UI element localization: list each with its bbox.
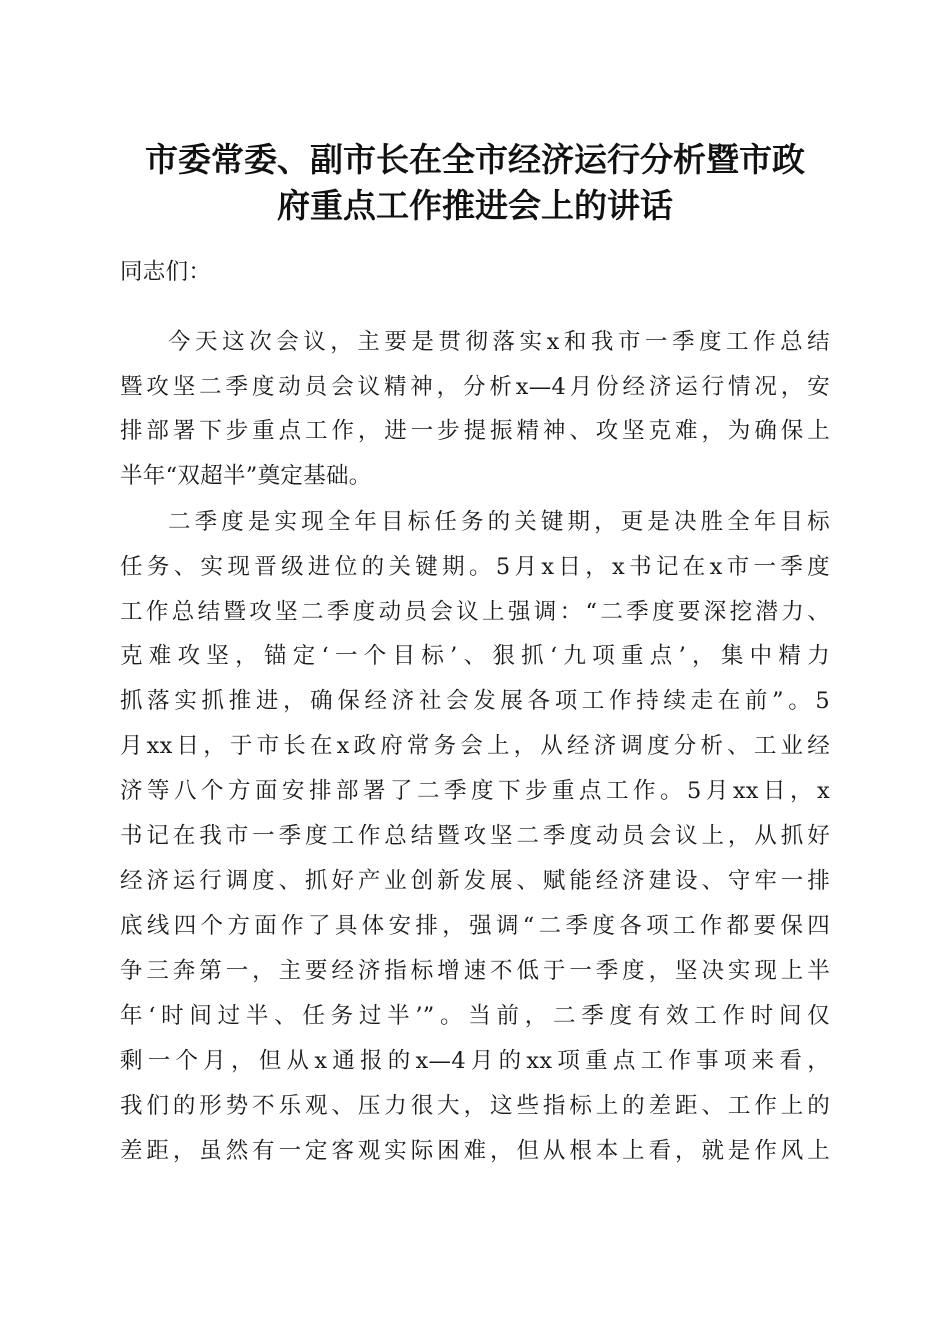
paragraph-line: 克难攻坚，锚定‘一个目标’、狠抓‘九项重点’，集中精力 — [120, 643, 830, 669]
paragraph-line: 经济运行调度、抓好产业创新发展、赋能经济建设、守牢一排 — [120, 868, 830, 894]
paragraph-line: 月xx日，于市长在x政府常务会上，从经济调度分析、工业经 — [120, 733, 830, 759]
paragraph-line: 工作总结暨攻坚二季度动员会议上强调：“二季度要深挖潜力、 — [120, 599, 830, 625]
paragraph-line: 我们的形势不乐观、压力很大，这些指标上的差距、工作上的 — [120, 1093, 830, 1119]
paragraph-line: 差距，虽然有一定客观实际困难，但从根本上看，就是作风上 — [120, 1138, 830, 1164]
paragraph-line: 书记在我市一季度工作总结暨攻坚二季度动员会议上，从抓好 — [120, 823, 830, 849]
paragraph-line: 今天这次会议，主要是贯彻落实x和我市一季度工作总结 — [168, 329, 830, 355]
paragraph-line: 任务、实现晋级进位的关键期。5月x日，x书记在x市一季度 — [120, 554, 830, 580]
paragraph-line: 剩一个月，但从x通报的x—4月的xx项重点工作事项来看， — [120, 1048, 830, 1074]
paragraph-line: 争三奔第一，主要经济指标增速不低于一季度，坚决实现上半 — [120, 958, 830, 984]
salutation: 同志们： — [120, 259, 212, 285]
paragraph-line: 底线四个方面作了具体安排，强调“二季度各项工作都要保四 — [120, 913, 830, 939]
paragraph-line: 年‘时间过半、任务过半’”。当前，二季度有效工作时间仅 — [120, 1003, 830, 1029]
paragraph-line: 暨攻坚二季度动员会议精神，分析x—4月份经济运行情况，安 — [120, 374, 830, 400]
paragraph-line: 半年“双超半”奠定基础。 — [120, 463, 372, 489]
paragraph-line: 济等八个方面安排部署了二季度下步重点工作。5月xx日，x — [120, 778, 830, 804]
paragraph-line: 二季度是实现全年目标任务的关键期，更是决胜全年目标 — [168, 509, 830, 535]
paragraph-line: 排部署下步重点工作，进一步提振精神、攻坚克难，为确保上 — [120, 418, 830, 444]
paragraph-line: 抓落实抓推进，确保经济社会发展各项工作持续走在前”。5 — [120, 688, 830, 714]
document-title-line-1: 市委常委、副市长在全市经济运行分析暨市政 — [145, 140, 805, 179]
document-title-line-2: 府重点工作推进会上的讲话 — [277, 186, 673, 225]
